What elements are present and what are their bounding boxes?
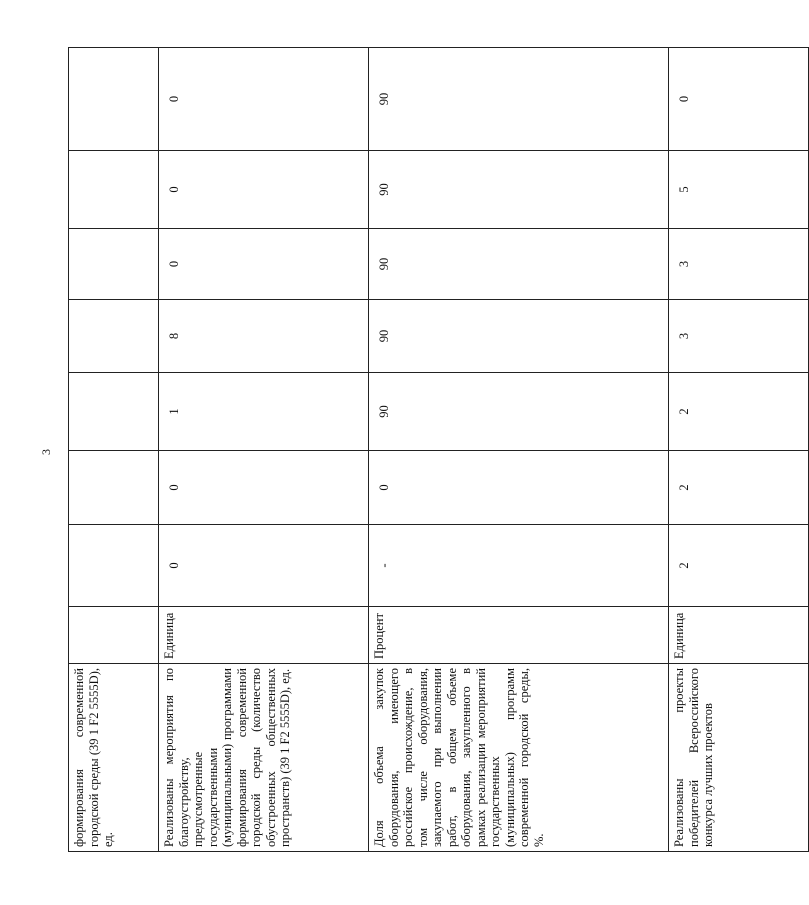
indicator-cell: Реализованы проекты победителей Всероссийского конкурса лучших проектов <box>669 664 809 852</box>
value-cell: 0 <box>669 48 809 151</box>
value-cell: 3 <box>669 300 809 373</box>
rotated-table-container <box>68 48 715 852</box>
unit-cell: Процент <box>369 607 669 664</box>
value-cell: 0 <box>369 451 669 525</box>
value-cell: 0 <box>159 151 369 229</box>
value-cell: 90 <box>369 373 669 451</box>
value-cell: 1 <box>159 373 369 451</box>
value-cell: 5 <box>669 151 809 229</box>
value-cell: 2 <box>669 373 809 451</box>
table-row <box>159 48 369 852</box>
page-number: 3 <box>38 449 53 455</box>
table-row <box>669 48 809 852</box>
value-cell: 90 <box>369 229 669 300</box>
indicators-table <box>68 47 809 852</box>
value-cell: 90 <box>369 48 669 151</box>
value-cell: 90 <box>369 151 669 229</box>
value-cell: 2 <box>669 451 809 525</box>
value-cell <box>69 48 159 151</box>
value-cell: 0 <box>159 451 369 525</box>
value-cell: 0 <box>159 229 369 300</box>
indicator-cell: Доля объема закупок оборудования, имеющего российское происхождение, в том числе оборудования, закупаемого при выполнении работ, в общем объеме оборудования, закупленного в рамках реализации мероприятий государственных (муниципальных) программ современной городской среды, %. <box>369 664 669 852</box>
value-cell: 3 <box>669 229 809 300</box>
value-cell <box>69 300 159 373</box>
unit-cell <box>69 607 159 664</box>
indicator-cell: Реализованы мероприятия по благоустройству, предусмотренные государственными (муниципальными) программами формирования современной городской среды (количество обустроенных общественных пространств) (39 1 F2 5555D), ед. <box>159 664 369 852</box>
value-cell <box>69 229 159 300</box>
value-cell <box>69 373 159 451</box>
value-cell: 0 <box>159 48 369 151</box>
indicator-cell: формирования современной городской среды (39 1 F2 5555D), ед. <box>69 664 159 852</box>
value-cell: - <box>369 525 669 607</box>
unit-cell: Единица <box>159 607 369 664</box>
value-cell <box>69 451 159 525</box>
value-cell <box>69 151 159 229</box>
value-cell: 0 <box>159 525 369 607</box>
value-cell <box>69 525 159 607</box>
table-row <box>369 48 669 852</box>
value-cell: 8 <box>159 300 369 373</box>
table-row <box>69 48 159 852</box>
value-cell: 2 <box>669 525 809 607</box>
value-cell: 90 <box>369 300 669 373</box>
unit-cell: Единица <box>669 607 809 664</box>
